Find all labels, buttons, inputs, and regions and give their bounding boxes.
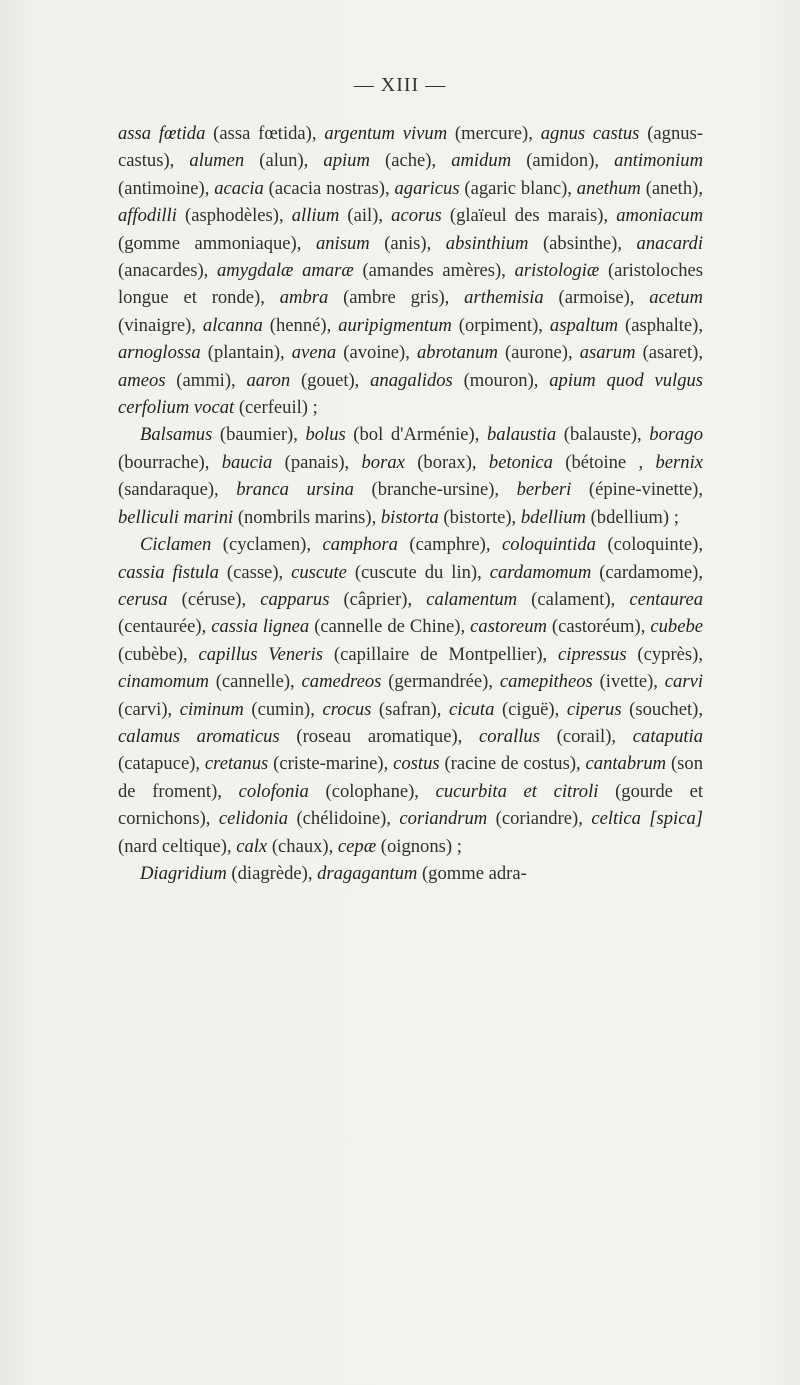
latin-term: celtica [spica] [591,808,704,830]
latin-term: avena [291,342,337,364]
latin-term: cuscute [291,561,347,583]
latin-term: argentum vivum [324,123,448,144]
latin-term: ciminum [179,698,244,720]
french-gloss: (acacia nostras), [263,177,395,199]
latin-term: dragagantum [317,862,418,884]
latin-term: anagalidos [370,369,453,391]
french-gloss: (vinaigre), [118,314,203,336]
latin-term: balaustia [486,424,557,446]
french-gloss: (asaret), [635,342,703,364]
french-gloss: (armoise), [543,287,650,309]
french-gloss: (gomme ammoniaque), [118,232,316,254]
latin-term: cataputia [632,725,704,747]
french-gloss: (bistorte), [438,506,521,528]
french-gloss: (cuscute du lin), [346,561,490,583]
latin-term: cretanus [204,753,269,775]
latin-term: costus [393,753,440,775]
latin-term: anethum [576,177,641,199]
latin-term: anacardi [636,232,703,254]
french-gloss: (safran), [371,698,449,720]
french-gloss: (bdellium) ; [585,506,679,528]
latin-term: allium [291,205,340,227]
french-gloss: (céruse), [167,588,261,610]
latin-term: betonica [488,451,553,473]
french-gloss: (anis), [369,232,446,254]
french-gloss: (ambre gris), [328,287,465,309]
latin-term: amoniacum [616,205,703,227]
french-gloss: (souchet), [621,698,703,720]
french-gloss: (aristoloches longue et ronde), [118,260,703,309]
latin-term: aspaltum [549,314,619,336]
latin-term: alcanna [202,314,263,336]
french-gloss: (racine de costus), [439,753,586,775]
latin-term: ambra [279,287,329,309]
latin-term: acacia [214,177,264,199]
french-gloss: (chélidoine), [288,808,400,830]
french-gloss: (diagrède), [226,862,318,884]
french-gloss: (calament), [517,588,630,610]
latin-term: cantabrum [585,753,667,775]
latin-term: cepæ [337,835,377,857]
french-gloss: (ammi), [165,369,247,391]
french-gloss: (cyprès), [626,643,703,665]
french-gloss: (carvi), [118,698,180,720]
latin-term: belliculi marini [118,506,234,528]
latin-term: cinamomum [118,671,209,693]
french-gloss: (ache), [369,150,452,172]
latin-term: apium quod vulgus cerfolium vocat [118,369,704,419]
french-gloss: (capillaire de Montpellier), [323,643,559,665]
french-gloss: (épine-vinette), [571,479,703,501]
latin-term: agaricus [394,177,460,199]
latin-term: Diagridium [140,862,227,884]
french-gloss: (mercure), [447,123,541,144]
latin-term: bdellium [520,506,586,528]
latin-term: cucurbita et citroli [435,780,599,802]
french-gloss: (centaurée), [118,616,212,638]
french-gloss: (ciguë), [494,698,567,720]
french-gloss: (bol d'Arménie), [345,424,487,446]
paragraph [118,421,703,531]
french-gloss: (branche-ursine), [353,479,517,501]
latin-term: cerusa [118,588,168,610]
latin-term: acorus [391,205,442,227]
latin-term: borax [361,451,405,473]
latin-term: cicuta [448,698,495,720]
latin-term: calx [236,835,268,857]
latin-term: camphora [322,534,398,556]
latin-term: celidonia [218,808,289,830]
french-gloss: (absinthe), [528,232,637,254]
french-gloss: (glaïeul des marais), [441,205,617,227]
french-gloss: (aurone), [497,342,580,364]
latin-term: aaron [246,369,291,391]
french-gloss: (amidon), [511,150,615,172]
french-gloss: (roseau aromatique), [279,725,480,747]
french-gloss: (panais), [272,451,362,473]
latin-term: antimonium [614,150,703,172]
latin-term: amidum [451,150,512,172]
latin-term: cassia lignea [211,616,310,638]
latin-term: castoreum [470,616,547,638]
latin-term: baucia [221,451,273,473]
french-gloss: (camphre), [397,534,502,556]
french-gloss: (coloquinte), [595,534,703,556]
latin-term: capparus [260,588,330,610]
latin-term: anisum [315,232,370,254]
latin-term: asarum [579,342,636,364]
latin-term: coriandrum [399,808,488,830]
body-text [118,120,703,887]
latin-term: bolus [305,424,346,446]
french-gloss: (balauste), [556,424,650,446]
latin-term: abrotanum [416,342,498,364]
french-gloss: (anacardes), [118,260,217,282]
french-gloss: (criste-marine), [268,753,394,775]
latin-term: coloquintida [501,534,596,556]
latin-term: camepitheos [499,671,593,693]
french-gloss: (aneth), [640,177,703,199]
french-gloss: (cubèbe), [118,643,199,665]
latin-term: ameos [118,369,166,391]
french-gloss: (borax), [404,451,489,473]
latin-term: affodilli [118,205,177,227]
french-gloss: (gomme adra- [417,862,527,884]
french-gloss: (casse), [218,561,292,583]
latin-term: crocus [322,698,372,720]
latin-term: bistorta [380,506,439,528]
french-gloss: (asphalte), [618,314,704,336]
latin-term: borago [649,424,704,446]
french-gloss: (cannelle de Chine), [309,616,471,638]
latin-term: ciperus [566,698,622,720]
french-gloss: (ail), [339,205,392,227]
latin-term: branca ursina [236,479,354,501]
french-gloss: (ivette), [592,671,665,693]
latin-term: berberi [516,479,572,501]
french-gloss: (nard celtique), [118,835,237,857]
french-gloss: (nombrils marins), [233,506,381,528]
latin-term: bernix [655,451,703,473]
french-gloss: (coriandre), [487,808,592,830]
french-gloss: (amandes amères), [353,260,515,282]
page-number: — XIII — [353,74,447,96]
french-gloss: (mouron), [452,369,550,391]
latin-term: cipressus [558,643,627,665]
latin-term: Ciclamen [140,534,212,556]
latin-term: arnoglossa [118,342,201,364]
french-gloss: (alun), [244,150,324,172]
french-gloss: (castoréum), [546,616,651,638]
latin-term: arthemisia [464,287,544,309]
french-gloss: (gouet), [290,369,371,391]
french-gloss: (oignons) ; [376,835,462,857]
french-gloss: (orpiment), [451,314,550,336]
latin-term: apium [323,150,370,172]
french-gloss: (sandaraque), [118,479,237,501]
french-gloss: (cerfeuil) ; [234,397,318,419]
french-gloss: (baumier), [212,424,306,446]
latin-term: amygdalæ amaræ [217,260,354,282]
french-gloss: (cyclamen), [211,534,323,556]
latin-term: cardamomum [489,561,592,583]
latin-term: calamentum [426,588,518,610]
latin-term: capillus Veneris [198,643,324,665]
paragraph [118,120,703,421]
latin-term: auripigmentum [338,314,452,336]
french-gloss: (agnus-castus), [118,123,703,172]
latin-term: Balsamus [140,424,213,446]
latin-term: camedreos [301,671,382,693]
latin-term: calamus aromaticus [118,725,280,747]
french-gloss: (corail), [539,725,633,747]
latin-term: corallus [479,725,540,747]
latin-term: colofonia [238,780,309,802]
latin-term: cassia fistula [118,561,219,583]
french-gloss: (bourrache), [118,451,222,473]
french-gloss: (cardamome), [591,561,703,583]
french-gloss: (son de froment), [118,753,703,802]
french-gloss: (gourde et cornichons), [118,780,703,830]
french-gloss: (cumin), [243,698,323,720]
french-gloss: (avoine), [336,342,417,364]
french-gloss: (germandrée), [381,671,500,693]
paragraph [118,860,703,887]
latin-term: carvi [664,671,703,693]
latin-term: aristologiæ [514,260,600,282]
latin-term: assa fœtida [118,123,206,144]
french-gloss: (chaux), [267,835,338,857]
french-gloss: (catapuce), [118,753,205,775]
latin-term: acetum [649,287,703,309]
french-gloss: (colophane), [308,780,436,802]
french-gloss: (agaric blanc), [459,177,577,199]
french-gloss: (cannelle), [208,671,302,693]
latin-term: agnus castus [540,123,640,144]
french-gloss: (asphodèles), [176,205,292,227]
french-gloss: (câprier), [329,588,427,610]
french-gloss: (bétoine , [552,451,656,473]
french-gloss: (henné), [262,314,339,336]
latin-term: centaurea [629,588,704,610]
french-gloss: (antimoine), [118,177,215,199]
french-gloss: (plantain), [200,342,292,364]
french-gloss: (assa fœtida), [205,123,325,144]
paragraph [118,531,703,860]
latin-term: absinthium [445,232,529,254]
latin-term: alumen [189,150,245,172]
latin-term: cubebe [650,616,704,638]
